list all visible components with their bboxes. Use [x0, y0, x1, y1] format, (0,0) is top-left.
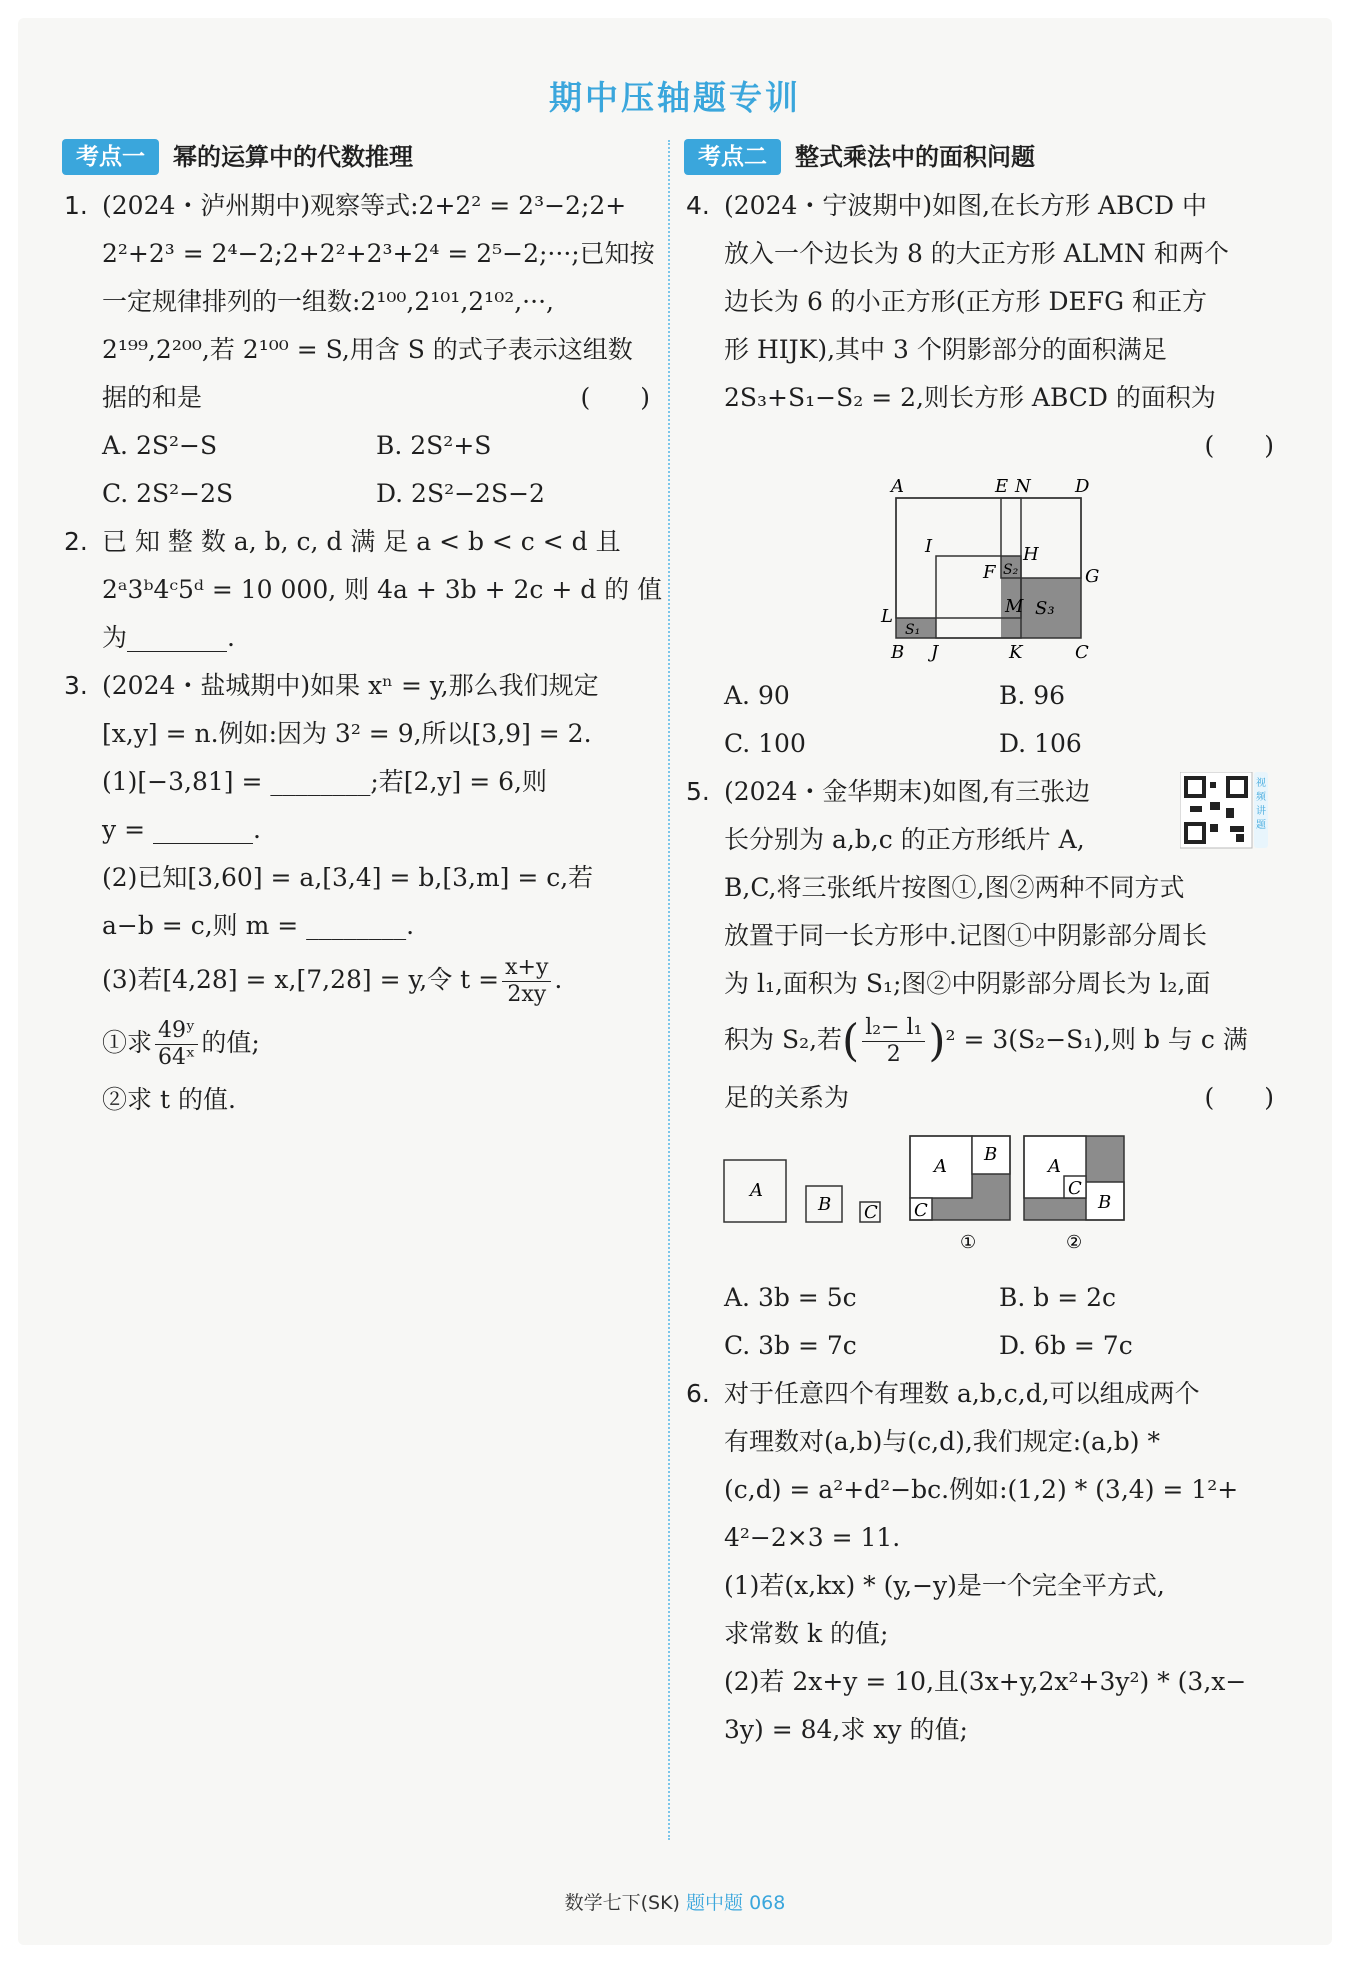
- problem-line: 已 知 整 数 a, b, c, d 满 足 a < b < c < d 且: [102, 527, 621, 556]
- problem-text: 足的关系为: [724, 1082, 850, 1112]
- column-divider: [668, 140, 670, 1840]
- problem-2: [62, 518, 663, 662]
- figure-1-label: ①: [960, 1231, 977, 1253]
- label-b: B: [984, 1143, 998, 1165]
- problem-4: [684, 182, 1274, 768]
- label-g: G: [1085, 566, 1100, 587]
- label-k: K: [1009, 642, 1023, 663]
- subquestion-3: [102, 950, 650, 1010]
- problem-line: 4²−2×3 = 11.: [724, 1522, 901, 1552]
- option-b: B. 2S²+S: [376, 431, 492, 460]
- problem-number: 6.: [686, 1378, 710, 1408]
- answer-options: [724, 1274, 1274, 1370]
- option-c: C. 3b = 7c: [724, 1330, 857, 1360]
- paper-squares-figure: [714, 1128, 1234, 1268]
- problem-line: 有理数对(a,b)与(c,d),我们规定:(a,b) *: [724, 1426, 1160, 1456]
- numerator: 49ʸ: [155, 1018, 198, 1045]
- label-s3: S₃: [1035, 598, 1055, 619]
- label-d: D: [1075, 476, 1090, 497]
- option-a: A. 2S²−S: [102, 431, 218, 460]
- problem-line: (2024・宁波期中)如图,在长方形 ABCD 中: [724, 191, 1208, 220]
- section-header-1: [62, 138, 650, 176]
- option-b: B. b = 2c: [999, 1282, 1117, 1312]
- problem-number: 2.: [64, 527, 88, 556]
- problem-line: 形 HIJK),其中 3 个阴影部分的面积满足: [724, 335, 1167, 364]
- problem-line: (2)已知[3,60] = a,[3,4] = b,[3,m] = c,若: [102, 863, 594, 892]
- option-c: C. 2S²−2S: [102, 479, 234, 508]
- section-header-2: [684, 138, 1274, 176]
- option-a: A. 90: [724, 681, 790, 710]
- page-number: 068: [749, 1892, 786, 1914]
- problem-6: [684, 1370, 1274, 1754]
- section-title: 整式乘法中的面积问题: [795, 143, 1035, 171]
- label-h: H: [1023, 544, 1039, 565]
- problem-line: 对于任意四个有理数 a,b,c,d,可以组成两个: [724, 1378, 1200, 1408]
- option-d: D. 2S²−2S−2: [376, 479, 545, 508]
- answer-bracket: ( ): [1204, 431, 1274, 460]
- rectangle-squares-figure: [859, 476, 1139, 666]
- problem-line: 一定规律排列的一组数:2¹⁰⁰,2¹⁰¹,2¹⁰²,···,: [102, 287, 554, 316]
- numerator: l₂− l₁: [862, 1015, 925, 1042]
- page-footer: [0, 1888, 1350, 1915]
- label-b: B: [818, 1193, 832, 1215]
- problem-line: 3y) = 84,求 xy 的值;: [724, 1714, 968, 1744]
- denominator: 2xy: [507, 982, 547, 1007]
- problem-text: 据的和是: [102, 383, 203, 412]
- problem-line: 求常数 k 的值;: [724, 1618, 889, 1648]
- sub-text: ①求: [102, 1028, 153, 1057]
- subquestion-3a: [102, 1010, 650, 1076]
- label-c: C: [864, 1201, 878, 1223]
- problem-line: y = ________.: [102, 815, 261, 844]
- label-a: A: [1048, 1155, 1061, 1177]
- label-a: A: [750, 1179, 763, 1201]
- problem-line: (2024・金华期末)如图,有三张边: [724, 777, 1091, 806]
- problem-line: 2ᵃ3ᵇ4ᶜ5ᵈ = 10 000, 则 4a + 3b + 2c + d 的 值: [102, 575, 663, 604]
- label-j: J: [931, 642, 939, 663]
- problem-line: 边长为 6 的小正方形(正方形 DEFG 和正方: [724, 287, 1208, 316]
- fraction: [155, 1018, 198, 1071]
- problem-line: 2²+2³ = 2⁴−2;2+2²+2³+2⁴ = 2⁵−2;···;已知按: [102, 239, 655, 268]
- qr-code-icon[interactable]: [1180, 772, 1268, 850]
- label-s1: S₁: [905, 622, 921, 638]
- book-name: 数学七下(SK): [564, 1892, 680, 1914]
- problem-line: 放入一个边长为 8 的大正方形 ALMN 和两个: [724, 239, 1229, 268]
- label-c: C: [1075, 642, 1089, 663]
- label-f: F: [983, 562, 996, 583]
- option-d: D. 106: [999, 729, 1082, 758]
- problem-1: [62, 182, 655, 518]
- page-title: 期中压轴题专训: [549, 78, 801, 117]
- label-b: B: [891, 642, 905, 663]
- label-e: E: [995, 476, 1009, 497]
- option-b: B. 96: [999, 681, 1066, 710]
- numerator: x+y: [502, 955, 551, 982]
- problem-line: [102, 374, 650, 422]
- problem-line: 2¹⁹⁹,2²⁰⁰,若 2¹⁰⁰ = S,用含 S 的式子表示这组数: [102, 335, 633, 364]
- problem-line: 为________.: [102, 623, 235, 652]
- problem-3: [62, 662, 650, 1124]
- answer-bracket: ( ): [580, 383, 650, 412]
- option-d: D. 6b = 7c: [999, 1330, 1133, 1360]
- problem-number: 5.: [686, 777, 710, 806]
- problem-line: a−b = c,则 m = ________.: [102, 911, 415, 940]
- problem-number: 4.: [686, 191, 710, 220]
- label-n: N: [1015, 476, 1031, 497]
- series-name: 题中题: [686, 1892, 744, 1914]
- problem-number: 1.: [64, 191, 88, 220]
- label-a: A: [891, 476, 904, 497]
- label-a: A: [934, 1155, 947, 1177]
- qr-side-text: 视频讲题: [1256, 778, 1266, 831]
- label-s2: S₂: [1003, 562, 1019, 578]
- right-column: [684, 138, 1274, 1754]
- label-b: B: [1098, 1191, 1112, 1213]
- problem-line: 2S₃+S₁−S₂ = 2,则长方形 ABCD 的面积为: [724, 383, 1216, 412]
- left-column: [62, 138, 663, 1124]
- problem-line: (1)若(x,kx) * (y,−y)是一个完全平方式,: [724, 1570, 1165, 1600]
- option-a: A. 3b = 5c: [724, 1282, 857, 1312]
- label-c: C: [914, 1199, 928, 1221]
- problem-line: 积为 S₂,若( $\frac{\text{l₂− l₁}}{2}$ )² = 3(S₂−S₁),则 b 与 c 满: [724, 1015, 1248, 1067]
- section-title: 幂的运算中的代数推理: [173, 143, 413, 171]
- problem-line: 长分别为 a,b,c 的正方形纸片 A,: [724, 825, 1085, 854]
- sub-text: .: [554, 965, 563, 994]
- problem-line: [724, 1074, 1274, 1122]
- problem-line: 为 l₁,面积为 S₁;图②中阴影部分周长为 l₂,面: [724, 969, 1211, 998]
- problem-line: (2024・泸州期中)观察等式:2+2² = 2³−2;2+: [102, 191, 627, 220]
- problem-line: [x,y] = n.例如:因为 3² = 9,所以[3,9] = 2.: [102, 719, 592, 748]
- subquestion-3b: ②求 t 的值.: [102, 1085, 236, 1114]
- answer-bracket: ( ): [1204, 1082, 1274, 1112]
- sub-text: (3)若[4,28] = x,[7,28] = y,令 t =: [102, 965, 500, 994]
- answer-options: [102, 422, 650, 518]
- label-i: I: [925, 536, 933, 557]
- label-l: L: [881, 606, 893, 627]
- answer-options: [724, 672, 1274, 768]
- problem-line: (2024・盐城期中)如果 xⁿ = y,那么我们规定: [102, 671, 599, 700]
- problem-line: (c,d) = a²+d²−bc.例如:(1,2) * (3,4) = 1²+: [724, 1474, 1239, 1504]
- section-tag: 考点二: [684, 139, 781, 175]
- denominator: 64ˣ: [158, 1045, 196, 1070]
- problem-number: 3.: [64, 671, 88, 700]
- problem-text: 积为 S₂,若: [724, 1025, 843, 1054]
- denominator: 2: [886, 1042, 901, 1067]
- problem-line: 放置于同一长方形中.记图①中阴影部分周长: [724, 921, 1207, 950]
- problem-text: ² = 3(S₂−S₁),则 b 与 c 满: [945, 1025, 1248, 1054]
- problem-line: (1)[−3,81] = ________;若[2,y] = 6,则: [102, 767, 547, 796]
- figure-2-label: ②: [1066, 1231, 1083, 1253]
- problem-line: B,C,将三张纸片按图①,图②两种不同方式: [724, 873, 1185, 902]
- section-tag: 考点一: [62, 139, 159, 175]
- fraction: [862, 1015, 925, 1068]
- sub-text: 的值;: [201, 1028, 260, 1057]
- fraction: [502, 955, 551, 1008]
- problem-line: (2)若 2x+y = 10,且(3x+y,2x²+3y²) * (3,x−: [724, 1666, 1247, 1696]
- problem-5: [684, 768, 1274, 1370]
- label-m: M: [1005, 596, 1024, 617]
- option-c: C. 100: [724, 729, 806, 758]
- label-c: C: [1068, 1177, 1082, 1199]
